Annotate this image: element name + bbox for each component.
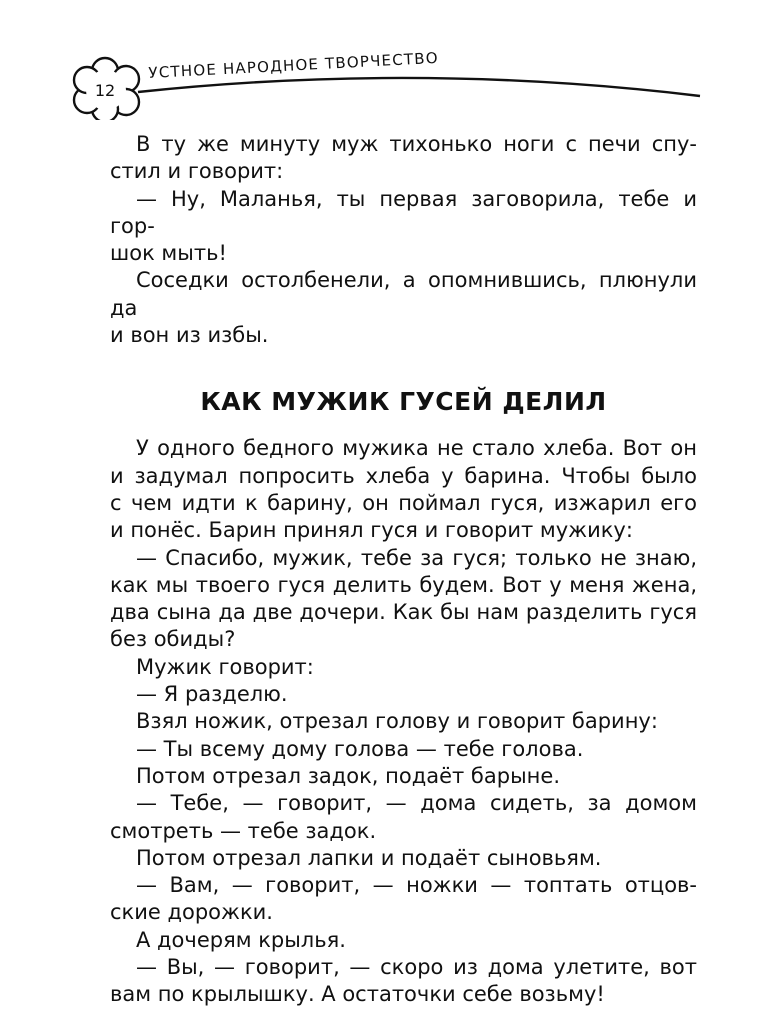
paragraph: [110, 927, 697, 954]
paragraph: [110, 954, 697, 1009]
paragraph: [110, 708, 697, 735]
text-line: ские дорожки.: [110, 900, 273, 925]
paragraph: [110, 763, 697, 790]
story-body: [110, 435, 697, 1008]
section-title: УСТНОЕ НАРОДНОЕ ТВОРЧЕСТВО: [148, 48, 440, 82]
header-curve-line: [138, 78, 700, 96]
text-line: стил и говорит:: [110, 159, 284, 184]
text-line: — Спасибо, мужик, тебе за гуся; только не знаю,: [136, 545, 697, 570]
text-line: как мы твоего гуся делить будем. Вот у меня жена,: [110, 572, 697, 597]
text-line: Мужик говорит:: [136, 654, 314, 679]
text-line: — Тебе, — говорит, — дома сидеть, за домом: [136, 791, 697, 816]
text-line: смотреть — тебе задок.: [110, 818, 377, 843]
paragraph: [110, 545, 697, 654]
paragraph: [110, 435, 697, 544]
paragraph: [110, 267, 697, 349]
text-line: Взял ножик, отрезал голову и говорит барину:: [136, 709, 658, 734]
text-line: и задумал попросить хлеба у барина. Чтобы было: [110, 463, 697, 488]
text-line: — Ты всему дому голова — тебе голова.: [136, 736, 584, 761]
page-content: [110, 131, 697, 1009]
page-header: [0, 0, 760, 120]
page-number: 12: [94, 81, 116, 100]
text-line: А дочерям крылья.: [136, 927, 346, 952]
text-line: и вон из избы.: [110, 323, 269, 348]
paragraph: [110, 736, 697, 763]
text-line: — Ну, Маланья, ты первая заговорила, тебе и гор-: [110, 186, 697, 238]
paragraph: [110, 790, 697, 845]
paragraph: [110, 186, 697, 268]
text-line: Потом отрезал лапки и подаёт сыновьям.: [136, 845, 602, 870]
text-line: и понёс. Барин принял гуся и говорит мужику:: [110, 518, 633, 543]
paragraph: [110, 845, 697, 872]
text-line: — Вы, — говорит, — скоро из дома улетите, вот: [136, 955, 697, 980]
paragraph: [110, 654, 697, 681]
text-line: — Вам, — говорит, — ножки — топтать отцов-: [136, 873, 697, 898]
text-line: — Я разделю.: [136, 682, 288, 707]
text-line: В ту же минуту муж тихонько ноги с печи спу-: [136, 132, 697, 156]
text-line: без обиды?: [110, 627, 236, 652]
text-line: вам по крылышку. А остаточки себе возьму!: [110, 982, 605, 1007]
story-end: [110, 131, 697, 349]
text-line: шок мыть!: [110, 241, 227, 266]
story-title: КАК МУЖИК ГУСЕЙ ДЕЛИЛ: [200, 387, 607, 417]
text-line: с чем идти к барину, он поймал гуся, изжарил его: [110, 490, 697, 515]
text-line: два сына да две дочери. Как бы нам разделить гуся: [110, 600, 697, 625]
text-line: Соседки остолбенели, а опомнившись, плюнули да: [110, 268, 697, 320]
paragraph: [110, 681, 697, 708]
text-line: У одного бедного мужика не стало хлеба. Вот он: [136, 436, 697, 461]
text-line: Потом отрезал задок, подаёт барыне.: [136, 763, 560, 788]
paragraph: [110, 872, 697, 927]
paragraph: [110, 131, 697, 186]
